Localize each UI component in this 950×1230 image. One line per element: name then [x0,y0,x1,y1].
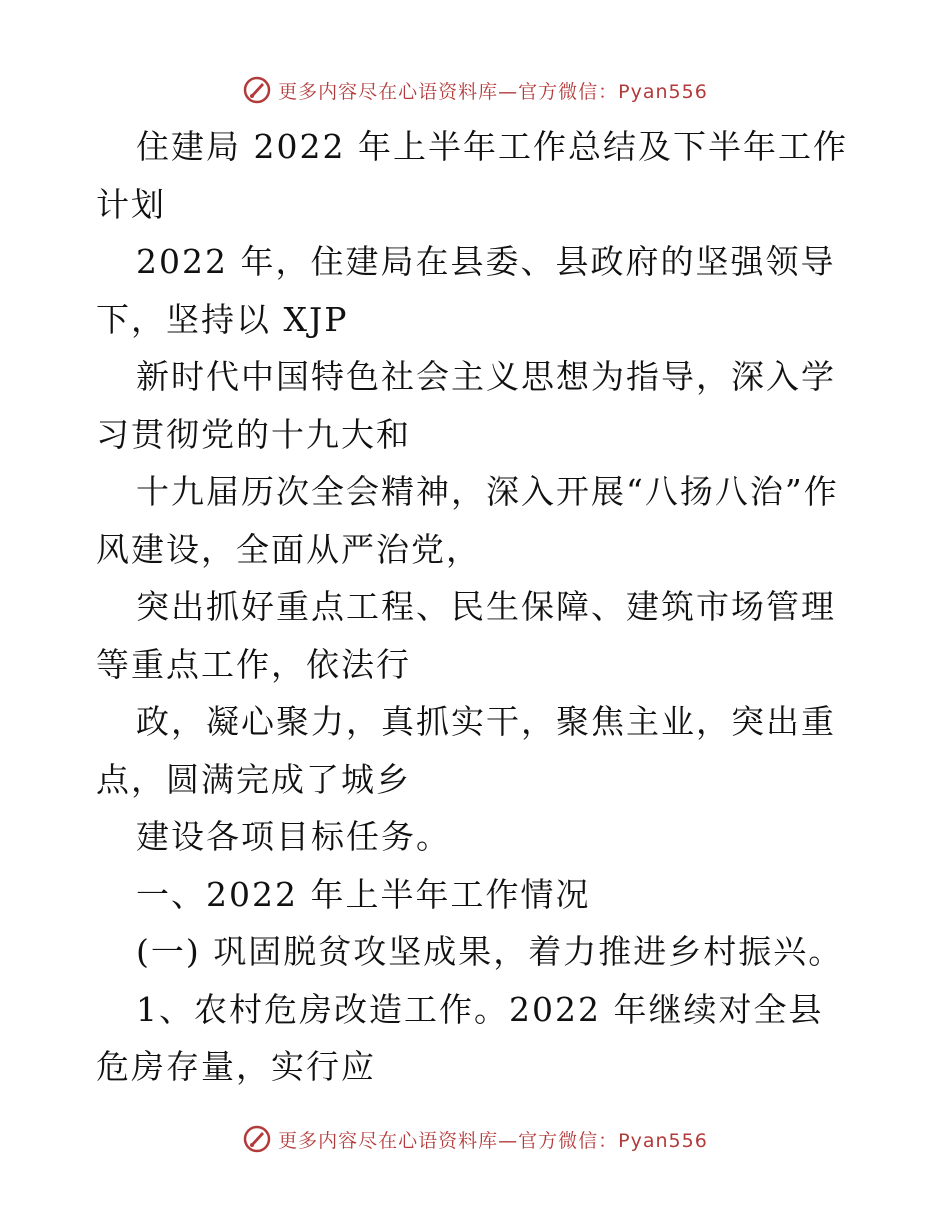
header-text: 更多内容尽在心语资料库—官方微信：Pyan556 [278,80,708,103]
paragraph: 建设各项目标任务。 [136,817,451,856]
section-heading: 一、2022 年上半年工作情况 [136,874,591,914]
logo-icon [242,75,272,105]
paragraph: 十九届历次全会精神，深入开展“八扬八治”作风建设，全面从严治党， [96,472,839,569]
paragraph: 政，凝心聚力，真抓实干，聚焦主业，突出重点，圆满完成了城乡 [96,702,836,799]
subsection-heading: (一) 巩固脱贫攻坚成果，着力推进乡村振兴。 [136,932,844,971]
paragraph: 突出抓好重点工程、民生保障、建筑市场管理等重点工作，依法行 [96,587,836,684]
footer-text: 更多内容尽在心语资料库—官方微信：Pyan556 [278,1129,708,1152]
logo-icon [242,1124,272,1154]
page-footer [0,1122,950,1156]
document-title: 住建局 2022 年上半年工作总结及下半年工作计划 [96,127,848,224]
paragraph: 1、农村危房改造工作。2022 年继续对全县危房存量，实行应 [96,989,824,1086]
paragraph: 新时代中国特色社会主义思想为指导，深入学习贯彻党的十九大和 [96,357,836,454]
page-header [0,73,950,107]
paragraph: 2022 年，住建局在县委、县政府的坚强领导下，坚持以 XJP [96,242,836,339]
document-body [96,118,856,1096]
